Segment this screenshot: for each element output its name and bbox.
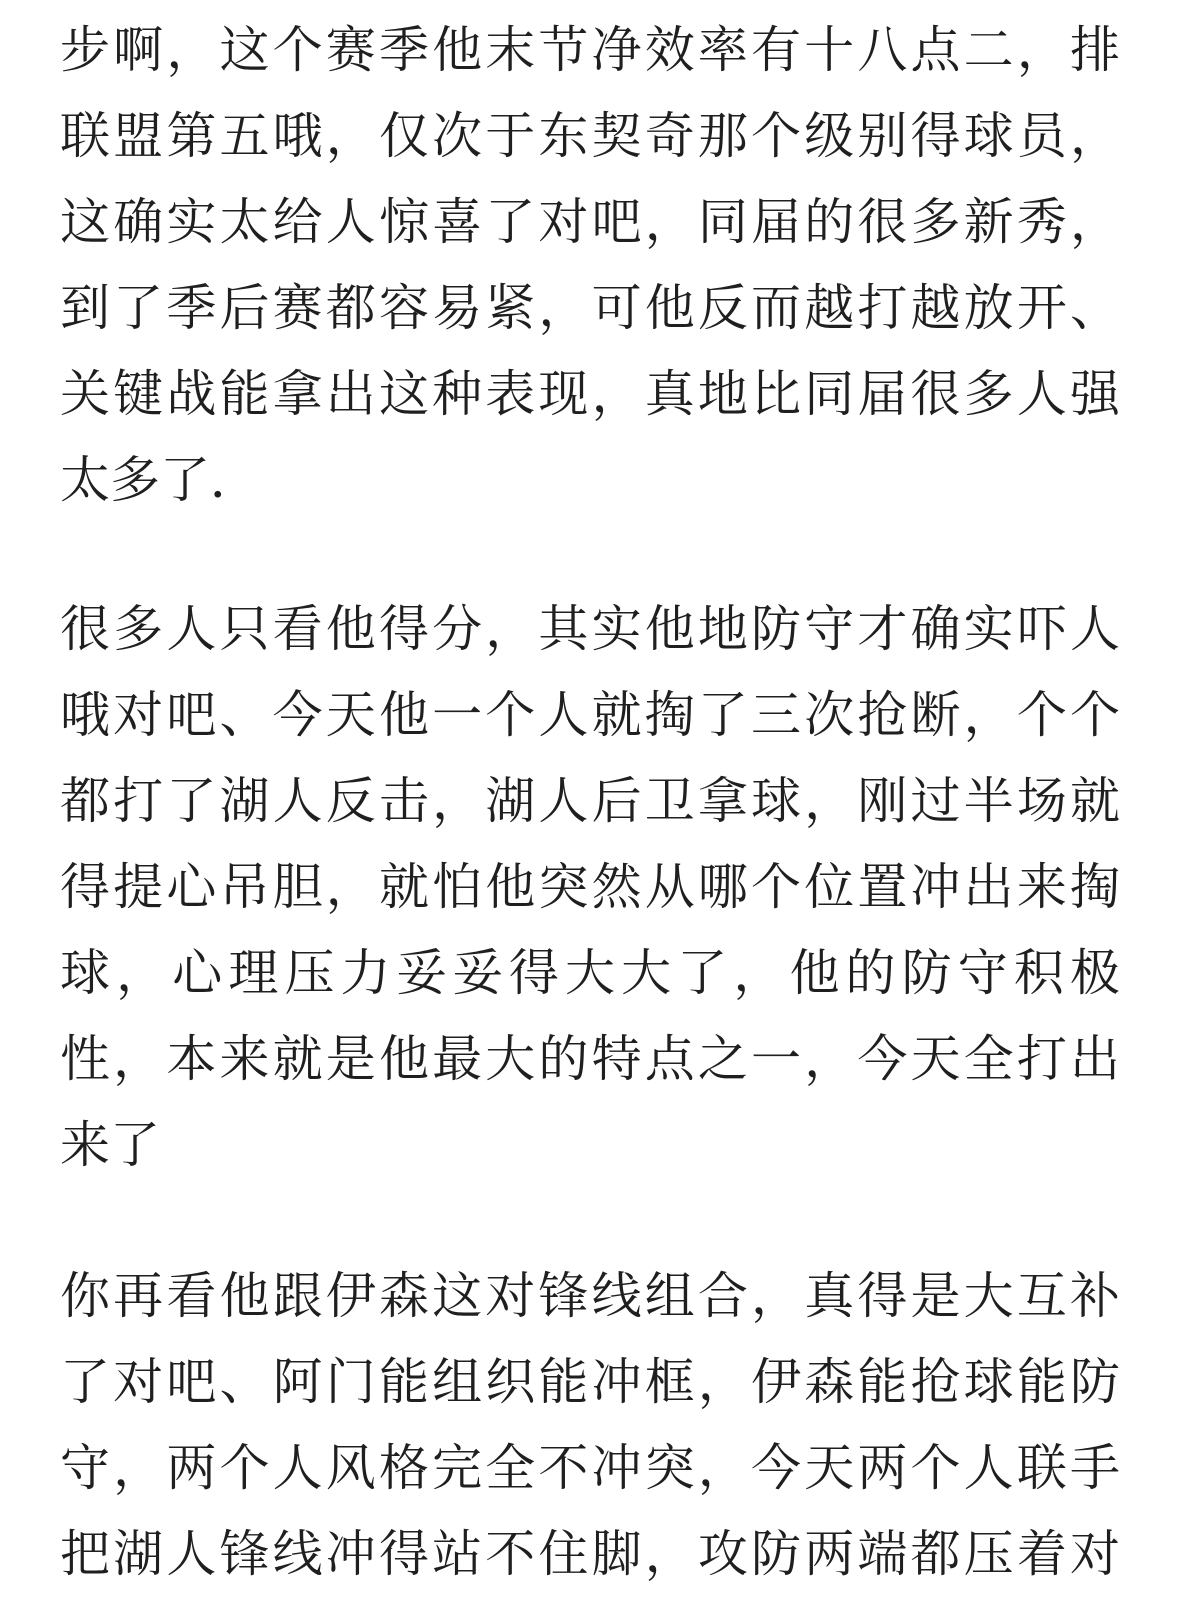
paragraph-3-line-2: 了对吧、阿门能组织能冲框，伊森能抢球能防 [60,1353,1120,1411]
paragraph-1-line-4: 到了季后赛都容易紧，可他反而越打越放开、 [60,279,1120,337]
paragraph-2-line-2: 哦对吧、今天他一个人就掏了三次抢断，个个 [60,686,1120,744]
paragraph-1-line-5: 关键战能拿出这种表现，真地比同届很多人强 [60,365,1120,423]
paragraph-3-line-4: 把湖人锋线冲得站不住脚，攻防两端都压着对 [60,1525,1120,1583]
paragraph-1-line-6: 太多了． [60,451,260,509]
paragraph-2-line-7: 来了 [60,1116,160,1174]
paragraph-3-line-1: 你再看他跟伊森这对锋线组合，真得是大互补 [60,1267,1120,1325]
paragraph-1-line-1: 步啊，这个赛季他末节净效率有十八点二，排 [60,21,1120,79]
paragraph-2-line-4: 得提心吊胆，就怕他突然从哪个位置冲出来掏 [60,858,1120,916]
paragraph-2-line-5: 球，心理压力妥妥得大大了，他的防守积极 [60,944,1120,1002]
paragraph-2-line-3: 都打了湖人反击，湖人后卫拿球，刚过半场就 [60,772,1120,830]
paragraph-3-line-3: 守，两个人风格完全不冲突，今天两个人联手 [60,1439,1120,1497]
paragraph-2-line-1: 很多人只看他得分，其实他地防守才确实吓人 [60,600,1120,658]
paragraph-2-line-6: 性，本来就是他最大的特点之一，今天全打出 [60,1030,1120,1088]
paragraph-1-line-2: 联盟第五哦，仅次于东契奇那个级别得球员， [60,107,1120,165]
paragraph-1-line-3: 这确实太给人惊喜了对吧，同届的很多新秀， [60,193,1120,251]
